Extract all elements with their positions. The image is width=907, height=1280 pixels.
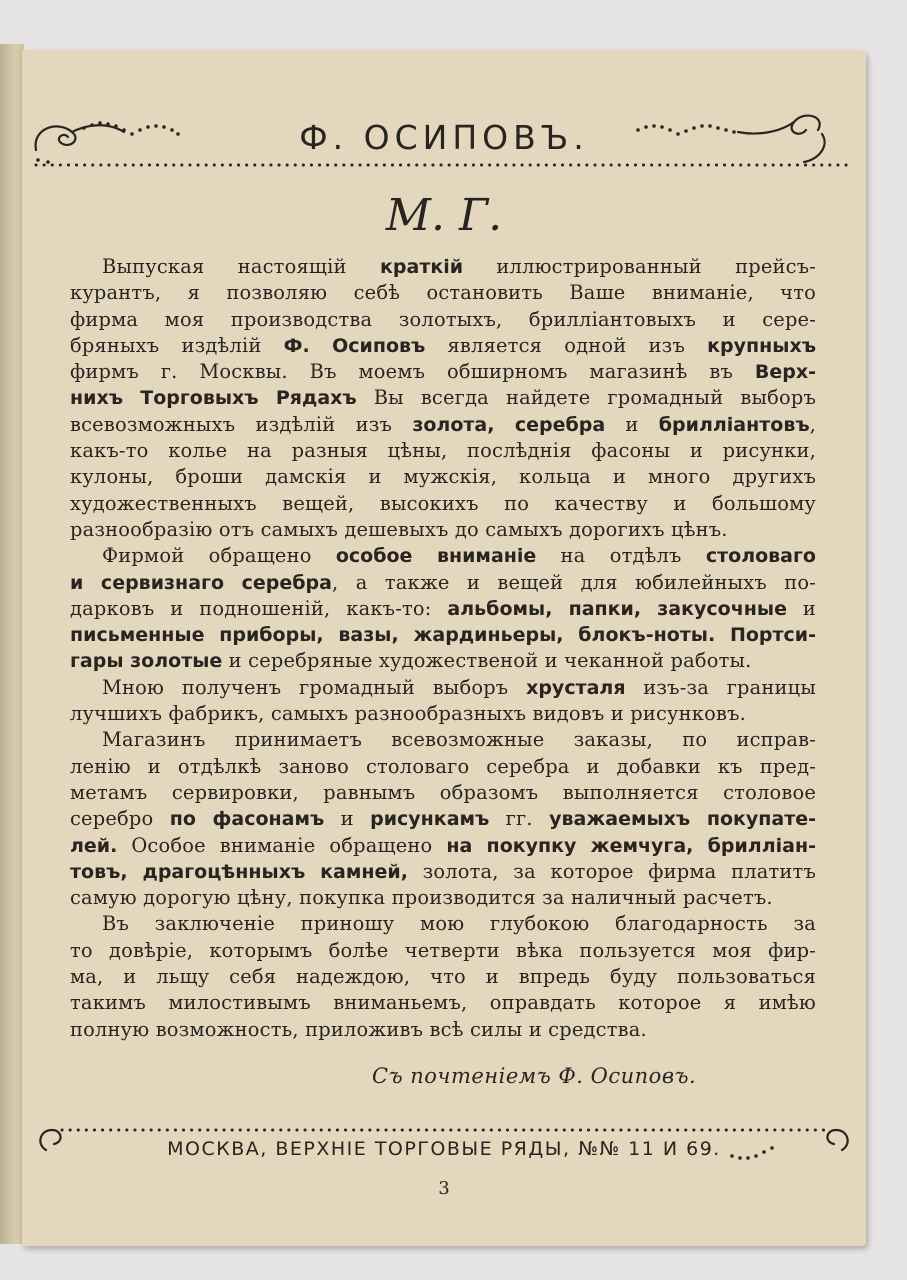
paragraph: [70, 911, 816, 1042]
booklet-spine: [0, 44, 24, 1244]
store-address: МОСКВА, ВЕРХНІЕ ТОРГОВЫЕ РЯДЫ, №№ 11 И 69.: [167, 1138, 721, 1160]
text-line: разнообразію отъ самыхъ дешевыхъ до самыхъ дорогихъ цѣнъ.: [70, 517, 728, 541]
text-line: лучшихъ фабрикъ, самыхъ разнообразныхъ видовъ и рисунковъ.: [70, 702, 746, 726]
text-line: Выпуская настоящій краткій иллюстрированный прейсъ-: [102, 255, 816, 278]
text-line: Магазинъ принимаетъ всевозможные заказы, по исправ-: [102, 728, 816, 752]
text-line: фирма моя производства золотыхъ, брилліантовыхъ и сере-: [70, 307, 816, 331]
text-line: дарковъ и подношеній, какъ-то: альбомы, папки, закусочные и: [70, 596, 816, 620]
text-line: метамъ сервировки, равнымъ образомъ выполняется столовое: [70, 780, 816, 804]
text-line: всевозможныхъ издѣлій изъ золота, серебра и брилліантовъ,: [70, 412, 816, 436]
text-line: гары золотые и серебряные художественой и чеканной работы.: [70, 649, 752, 673]
text-line: полную возможность, приложивъ всѣ силы и средства.: [70, 1017, 647, 1041]
text-line: художественныхъ вещей, высокихъ по качеству и большому: [70, 491, 816, 515]
text-line: товъ, драгоцѣнныхъ камней, золота, за которое фирма платитъ: [70, 859, 816, 883]
text-line: Фирмой обращено особое вниманіе на отдѣлъ столоваго: [102, 544, 816, 568]
text-line: самую дорогую цѣну, покупка производится за наличный расчетъ.: [70, 886, 773, 910]
text-line: письменные приборы, вазы, жардиньеры, блокъ-ноты. Портси-: [70, 624, 816, 647]
page-number: 3: [438, 1178, 450, 1199]
text-line: ленію и отдѣлкѣ заново столоваго серебра и добавки къ пред-: [70, 754, 816, 778]
firm-title: Ф. ОСИПОВЪ.: [299, 118, 589, 157]
text-line: курантъ, я позволяю себѣ остановить Ваше вниманіе, что: [70, 281, 816, 305]
salutation: М. Г.: [385, 190, 503, 241]
text-line: то довѣріе, которымъ болѣе четверти вѣка пользуется моя фир-: [70, 938, 816, 962]
text-line: Мною полученъ громадный выборъ хрусталя изъ-за границы: [102, 675, 816, 699]
text-line: фирмъ г. Москвы. Въ моемъ обширномъ магазинѣ въ Верх-: [70, 360, 816, 384]
text-line: Въ заключеніе приношу мою глубокою благодарность за: [102, 912, 816, 936]
text-line: лей. Особое вниманіе обращено на покупку жемчуга, брилліан-: [70, 833, 816, 857]
text-line: ма, и льщу себя надеждою, что и впредь буду пользоваться: [70, 965, 816, 989]
paragraph: [70, 675, 816, 728]
text-line: бряныхъ издѣлій Ф. Осиповъ является одной изъ крупныхъ: [70, 333, 817, 357]
page-header: [22, 110, 866, 170]
paragraph: [70, 543, 816, 674]
text-line: и сервизнаго серебра, а также и вещей для юбилейныхъ по-: [70, 570, 817, 594]
text-line: серебро по фасонамъ и рисункамъ гг. уважаемыхъ покупате-: [70, 807, 817, 831]
text-line: кулоны, броши дамскія и мужскія, кольца и много другихъ: [70, 465, 816, 489]
signature: Съ почтеніемъ Ф. Осиповъ.: [372, 1064, 697, 1088]
text-line: нихъ Торговыхъ Рядахъ Вы всегда найдете громадный выборъ: [70, 386, 816, 410]
document-page: [22, 50, 866, 1246]
letter-body: [70, 254, 816, 1043]
paragraph: [70, 727, 816, 911]
paragraph: [70, 254, 816, 543]
text-line: какъ-то колье на разныя цѣны, послѣднія фасоны и рисунки,: [70, 439, 816, 463]
text-line: такимъ милостивымъ вниманьемъ, оправдать которое я имѣю: [70, 991, 816, 1015]
header-dotted-rule: [26, 158, 862, 172]
